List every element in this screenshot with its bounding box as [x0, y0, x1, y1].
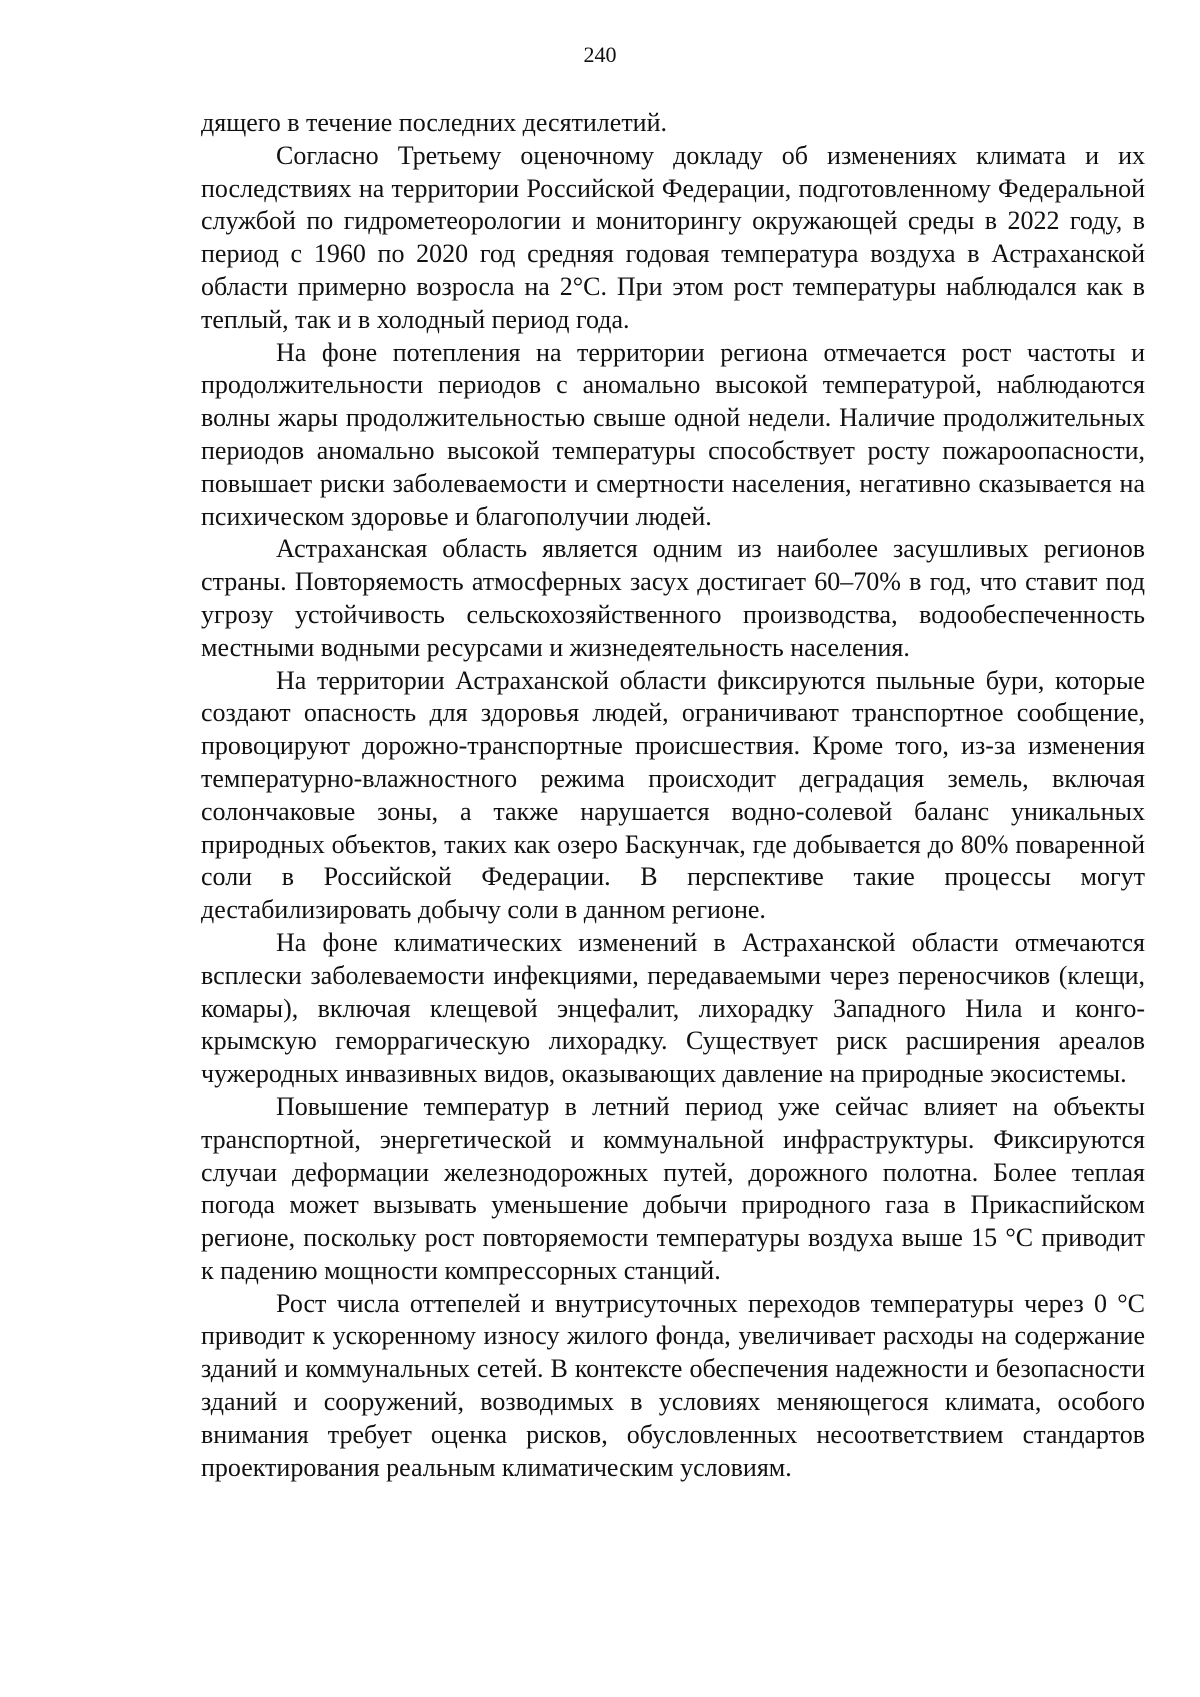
paragraph-infections: На фоне климатических изменений в Астраханской области отмечаются всплески заболеваемости инфекциями, передаваемыми через переносчиков (клещи, комары), включая клещевой энцефалит, лихорадку Западного Нила и конго-крымскую геморрагическую лихорадку. Существует риск расширения ареалов чужеродных инвазивных видов, оказывающих давление на природные экосистемы. — [201, 927, 1145, 1089]
page-number: 240 — [583, 42, 617, 67]
document-body — [201, 107, 1145, 1484]
paragraph-droughts: Астраханская область является одним из наиболее засушливых регионов страны. Повторяемость атмосферных засух достигает 60–70% в год, что ставит под угрозу устойчивость сельскохозяйственного производства, водообеспеченность местными водными ресурсами и жизнедеятельность населения. — [201, 534, 1145, 662]
paragraph-thaws: Рост числа оттепелей и внутрисуточных переходов температуры через 0 °С приводит к ускоренному износу жилого фонда, увеличивает расходы на содержание зданий и коммунальных сетей. В контексте обеспечения надежности и безопасности зданий и сооружений, возводимых в условиях меняющегося климата, особого внимания требует оценка рисков, обусловленных несоответствием стандартов проектирования реальным климатическим условиям. — [201, 1288, 1145, 1482]
paragraph-heat-waves: На фоне потепления на территории региона отмечается рост частоты и продолжительности периодов с аномально высокой температурой, наблюдаются волны жары продолжительностью свыше одной недели. Наличие продолжительных периодов аномально высокой температуры способствует росту пожароопасности, повышает риски заболеваемости и смертности населения, негативно сказывается на психическом здоровье и благополучии людей. — [201, 337, 1145, 531]
paragraph-temperature-report: Согласно Третьему оценочному докладу об изменениях климата и их последствиях на территории Российской Федерации, подготовленному Федеральной службой по гидрометеорологии и мониторингу окружающей среды в 2022 году, в период с 1960 по 2020 год средняя годовая температура воздуха в Астраханской области примерно возросла на 2°С. При этом рост температуры наблюдался как в теплый, так и в холодный период года. — [201, 140, 1145, 334]
paragraph-dust-storms: На территории Астраханской области фиксируются пыльные бури, которые создают опасность для здоровья людей, ограничивают транспортное сообщение, провоцируют дорожно-транспортные происшествия. Кроме того, из-за изменения температурно-влажностного режима происходит деградация земель, включая солончаковые зоны, а также нарушается водно-солевой баланс уникальных природных объектов, таких как озеро Баскунчак, где добывается до 80% поваренной соли в Российской Федерации. В перспективе такие процессы могут дестабилизировать добычу соли в данном регионе. — [201, 665, 1145, 925]
paragraph-continuation: дящего в течение последних десятилетий. — [201, 108, 668, 137]
paragraph-infrastructure: Повышение температур в летний период уже сейчас влияет на объекты транспортной, энергетической и коммунальной инфраструктуры. Фиксируются случаи деформации железнодорожных путей, дорожного полотна. Более теплая погода может вызывать уменьшение добычи природного газа в Прикаспийском регионе, поскольку рост повторяемости температуры воздуха выше 15 °С приводит к падению мощности компрессорных станций. — [201, 1091, 1145, 1285]
